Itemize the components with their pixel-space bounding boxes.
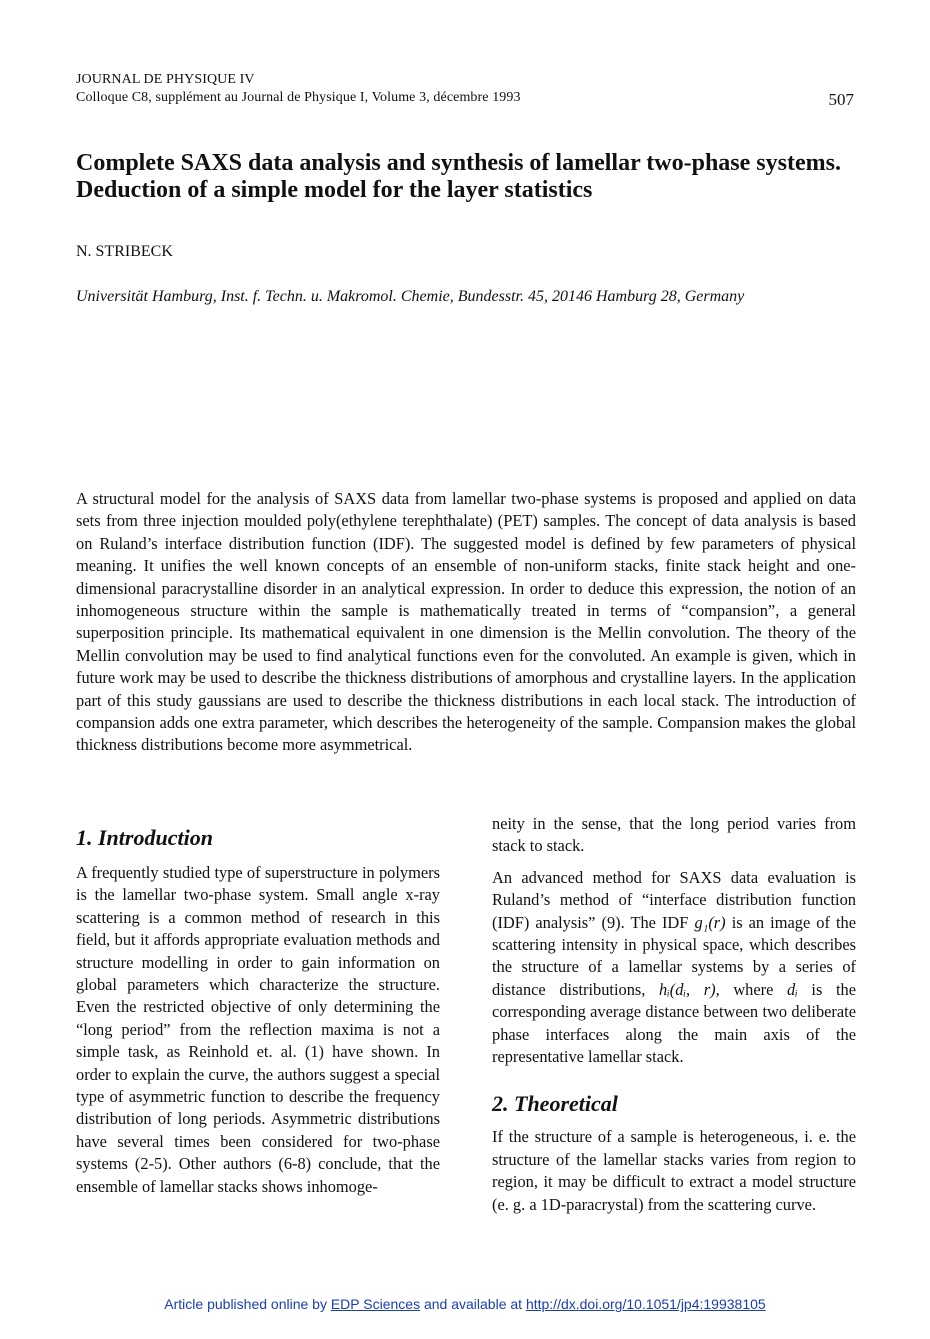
right-column — [492, 813, 856, 1216]
doi-link[interactable]: http://dx.doi.org/10.1051/jp4:19938105 — [525, 1296, 766, 1312]
footer-publication-note — [0, 1296, 930, 1312]
footer-prefix: Article published online by — [164, 1296, 327, 1312]
section-heading-introduction: 1. Introduction — [76, 825, 213, 850]
footer-middle: and available at — [423, 1296, 523, 1312]
section-heading-theoretical: 2. Theoretical — [492, 1091, 618, 1117]
theoretical-paragraph: If the structure of a sample is heterogeneous, i. e. the structure of the lamellar stacks varies from region to region, it may be difficult to extract a model structure (e. g. a 1D-paracrystal) from the scattering curve. — [492, 1127, 856, 1214]
math-g1-r: g₁(r) — [694, 912, 726, 932]
idf-paragraph — [492, 867, 856, 1069]
journal-name: JOURNAL DE PHYSIQUE IV — [76, 72, 255, 87]
journal-header — [76, 71, 521, 107]
abstract: A structural model for the analysis of SAXS data from lamellar two-phase systems is proposed and applied on data sets from three injection moulded poly(ethylene terephthalate) (PET) samples. The concept of data analysis is based on Ruland’s interface distribution function (IDF). The suggested model is defined by few parameters of physical meaning. It unifies the well known concepts of an ensemble of non-uniform stacks, finite stack height and one-dimensional paracrystalline disorder in an analytical expression. In order to deduce this expression, the notion of an inhomogeneous structure within the sample is mathematically treated in terms of “compansion”, a general superposition principle. Its mathematical equivalent in one dimension is the Mellin convolution. The theory of the Mellin convolution may be used to find analytical functions even for the convoluted. An example is given, which in future work may be used to describe the thickness distributions of amorphous and crystalline layers. In the application part of this study gaussians are used to describe the thickness distributions in each local stack. The introduction of compansion adds one extra parameter, which describes the heterogeneity of the sample. Compansion makes the global thickness distributions become more asymmetrical. — [76, 489, 856, 755]
math-di: dᵢ — [787, 979, 798, 999]
publisher-link[interactable]: EDP Sciences — [330, 1296, 421, 1312]
idf-text-end: is the corresponding average distance between two deliberate phase interfaces along the main axis of the representative lamellar stack. — [492, 979, 856, 1067]
idf-text-start: An advanced method for SAXS data evaluation is Ruland’s method of “interface distribution function (IDF) analysis” (9). The IDF — [492, 867, 856, 932]
introduction-continuation: neity in the sense, that the long period varies from stack to stack. — [492, 814, 856, 856]
introduction-paragraph: A frequently studied type of superstructure in polymers is the lamellar two-phase system. Small angle x-ray scattering is a common method of research in this field, but it affords appropriate evaluation methods and structure modelling in order to gain information on global parameters which characterize the structure. Even the restricted objective of only determining the “long period” from the reflection maxima is not a simple task, as Reinhold et. al. (1) have shown. In order to explain the curve, the authors suggest a special type of asymmetric function to describe the frequency distribution of long periods. Asymmetric distributions have several times been considered for two-phase systems (2-5). Other authors (6-8) conclude, that the ensemble of lamellar stacks shows inhomoge- — [76, 863, 440, 1196]
paper-title: Complete SAXS data analysis and synthesis of lamellar two-phase systems. Deduction of a simple model for the layer statistics — [76, 150, 841, 203]
affiliation: Universität Hamburg, Inst. f. Techn. u. Makromol. Chemie, Bundesstr. 45, 20146 Hamburg 28, Germany — [76, 288, 745, 305]
math-hi-di-r: hᵢ(dᵢ, r) — [659, 979, 716, 999]
colloque-line: Colloque C8, supplément au Journal de Physique I, Volume 3, décembre 1993 — [76, 90, 521, 105]
page-number: 507 — [828, 90, 854, 109]
left-column — [76, 824, 440, 1198]
idf-text-middle: is an image of the scattering intensity in physical space, which describes the structure of a lamellar systems by a series of distance distributions, — [492, 912, 856, 999]
idf-text-where: , where — [715, 979, 774, 999]
author: N. STRIBECK — [76, 243, 173, 260]
